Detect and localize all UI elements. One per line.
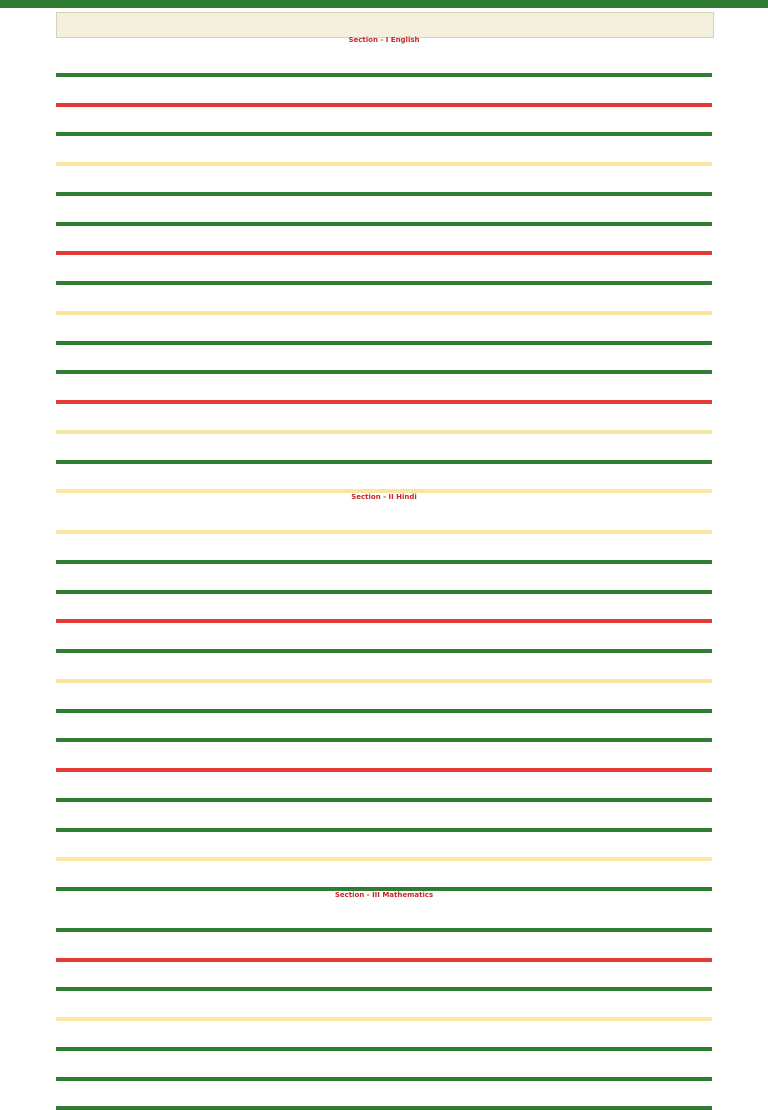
answer-status-bar bbox=[56, 1106, 712, 1110]
option-list bbox=[56, 841, 712, 858]
question-item bbox=[56, 166, 712, 196]
question-item bbox=[56, 1051, 712, 1081]
question-text bbox=[56, 107, 712, 116]
option-list bbox=[56, 473, 712, 490]
question-item bbox=[56, 991, 712, 1021]
question-text bbox=[56, 832, 712, 841]
question-text bbox=[56, 802, 712, 811]
question-text bbox=[56, 623, 712, 632]
question-text bbox=[56, 404, 712, 413]
option-list bbox=[56, 513, 712, 530]
question-text bbox=[56, 47, 712, 56]
option-list bbox=[56, 145, 712, 162]
option-list bbox=[56, 603, 712, 620]
question-item bbox=[56, 77, 712, 107]
option-list bbox=[56, 413, 712, 430]
question-text bbox=[56, 464, 712, 473]
option-list bbox=[56, 1000, 712, 1017]
section-title: Section - III Mathematics bbox=[56, 891, 712, 902]
question-item bbox=[56, 861, 712, 891]
option-list bbox=[56, 354, 712, 371]
answer-status-bar bbox=[56, 489, 712, 493]
question-text bbox=[56, 434, 712, 443]
option-list bbox=[56, 971, 712, 988]
question-text bbox=[56, 653, 712, 662]
option-list bbox=[56, 751, 712, 768]
question-text bbox=[56, 1021, 712, 1030]
question-text bbox=[56, 255, 712, 264]
question-item bbox=[56, 1081, 712, 1110]
question-item bbox=[56, 564, 712, 594]
question-text bbox=[56, 564, 712, 573]
question-text bbox=[56, 196, 712, 205]
option-list bbox=[56, 86, 712, 103]
section-title: Section - I English bbox=[56, 36, 712, 47]
question-item bbox=[56, 962, 712, 992]
option-list bbox=[56, 811, 712, 828]
question-text bbox=[56, 136, 712, 145]
option-list bbox=[56, 722, 712, 739]
question-text bbox=[56, 861, 712, 870]
question-list bbox=[56, 36, 712, 1020]
option-list bbox=[56, 911, 712, 928]
question-item bbox=[56, 107, 712, 137]
option-list bbox=[56, 781, 712, 798]
option-list bbox=[56, 1090, 712, 1107]
question-text bbox=[56, 534, 712, 543]
question-text bbox=[56, 345, 712, 354]
option-list bbox=[56, 324, 712, 341]
question-item bbox=[56, 226, 712, 256]
question-item bbox=[56, 1021, 712, 1051]
question-item bbox=[56, 404, 712, 434]
option-list bbox=[56, 116, 712, 133]
question-text bbox=[56, 991, 712, 1000]
option-list bbox=[56, 383, 712, 400]
section-title: Section - II Hindi bbox=[56, 493, 712, 504]
question-text bbox=[56, 315, 712, 324]
option-list bbox=[56, 870, 712, 887]
option-list bbox=[56, 1060, 712, 1077]
question-item bbox=[56, 594, 712, 624]
question-text bbox=[56, 285, 712, 294]
option-list bbox=[56, 294, 712, 311]
top-header-bar bbox=[0, 0, 768, 8]
question-text bbox=[56, 226, 712, 235]
question-text bbox=[56, 962, 712, 971]
option-list bbox=[56, 264, 712, 281]
question-text bbox=[56, 902, 712, 911]
question-item bbox=[56, 534, 712, 564]
option-list bbox=[56, 235, 712, 252]
option-list bbox=[56, 443, 712, 460]
page-title bbox=[210, 0, 768, 8]
question-item bbox=[56, 434, 712, 464]
question-item bbox=[56, 742, 712, 772]
question-item bbox=[56, 713, 712, 743]
question-item bbox=[56, 255, 712, 285]
question-item bbox=[56, 772, 712, 802]
question-text bbox=[56, 742, 712, 751]
question-item bbox=[56, 315, 712, 345]
candidate-info-panel bbox=[56, 12, 714, 38]
option-list bbox=[56, 632, 712, 649]
site-logo bbox=[56, 0, 196, 8]
option-list bbox=[56, 692, 712, 709]
question-text bbox=[56, 77, 712, 86]
question-text bbox=[56, 166, 712, 175]
option-list bbox=[56, 573, 712, 590]
question-item bbox=[56, 285, 712, 315]
question-item bbox=[56, 136, 712, 166]
option-list bbox=[56, 56, 712, 73]
question-item bbox=[56, 504, 712, 534]
question-text bbox=[56, 713, 712, 722]
question-item bbox=[56, 802, 712, 832]
question-item bbox=[56, 832, 712, 862]
question-item bbox=[56, 902, 712, 932]
question-item bbox=[56, 683, 712, 713]
question-text bbox=[56, 932, 712, 941]
option-list bbox=[56, 941, 712, 958]
question-item bbox=[56, 47, 712, 77]
question-text bbox=[56, 1051, 712, 1060]
option-list bbox=[56, 175, 712, 192]
option-list bbox=[56, 543, 712, 560]
question-text bbox=[56, 683, 712, 692]
question-item bbox=[56, 345, 712, 375]
question-item bbox=[56, 653, 712, 683]
question-text bbox=[56, 504, 712, 513]
question-text bbox=[56, 374, 712, 383]
question-item bbox=[56, 623, 712, 653]
question-item bbox=[56, 932, 712, 962]
question-text bbox=[56, 772, 712, 781]
question-text bbox=[56, 1081, 712, 1090]
question-text bbox=[56, 594, 712, 603]
option-list bbox=[56, 1030, 712, 1047]
option-list bbox=[56, 662, 712, 679]
question-item bbox=[56, 374, 712, 404]
answer-status-bar bbox=[56, 887, 712, 891]
question-item bbox=[56, 464, 712, 494]
option-list bbox=[56, 205, 712, 222]
question-item bbox=[56, 196, 712, 226]
